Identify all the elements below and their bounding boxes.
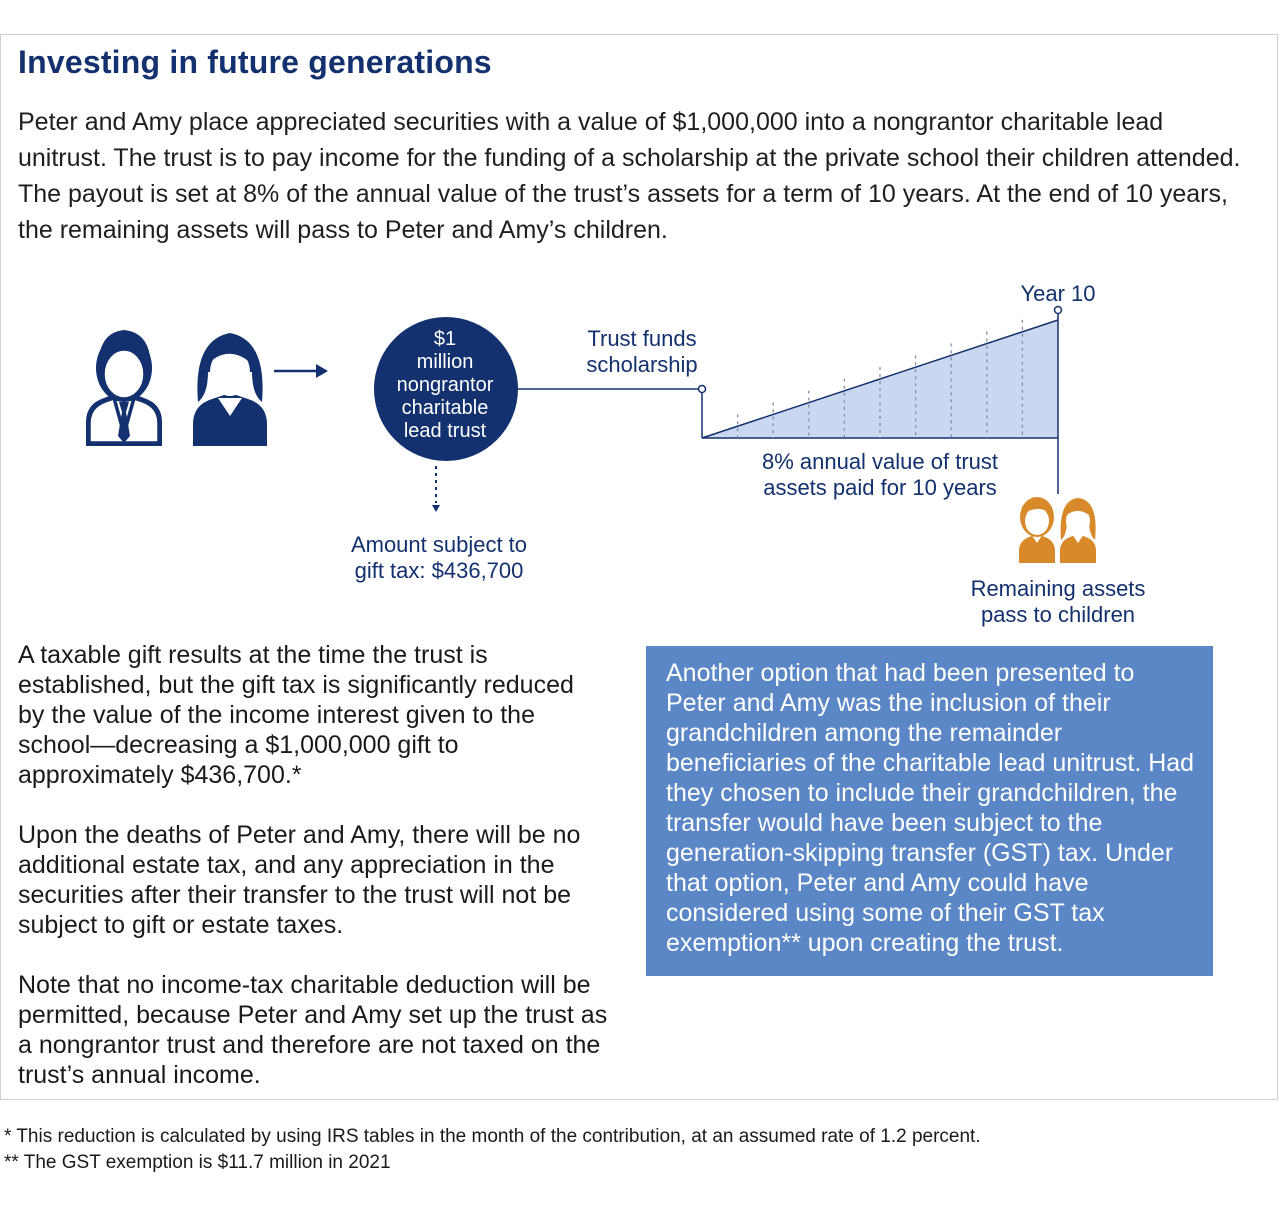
year-10-label: Year 10 [1020, 281, 1096, 306]
trust-circle-label: $1 million nongrantor charitable lead trust [396, 328, 494, 442]
intro-paragraph: Peter and Amy place appreciated securities with a value of $1,000,000 into a nongrantor charitable lead unitrust. The trust is to pay income for the funding of a scholarship at the private school their children attended. The payout is set at 8% of the annual value of the trust’s assets for a term of 10 years. At the end of 10 years, the remaining assets will pass to Peter and Amy’s children. [18, 108, 1241, 244]
footnote-reduction: * This reduction is calculated by using IRS tables in the month of the contribution, at an assumed rate of 1.2 percent. [4, 1126, 981, 1147]
remaining-assets-label: Remaining assets pass to children [970, 576, 1146, 627]
footnote-gst-exemption: ** The GST exemption is $11.7 million in 2021 [4, 1152, 391, 1173]
payout-label: 8% annual value of trust assets paid for 10 years [761, 449, 999, 500]
deduction-paragraph: Note that no income-tax charitable deduction will be permitted, because Peter and Amy set up the trust as a nongrantor trust and therefore are not taxed on the trust’s annual income. [18, 971, 608, 1089]
estate-tax-paragraph: Upon the deaths of Peter and Amy, there will be no additional estate tax, and any appreciation in the securities after their transfer to the trust will not be subject to gift or estate taxes. [18, 821, 581, 939]
page-title: Investing in future generations [18, 44, 492, 80]
trust-funds-label: Trust funds scholarship [586, 326, 698, 377]
woman-icon [193, 333, 267, 446]
children-icon [1019, 497, 1096, 563]
gift-tax-label: Amount subject to gift tax: $436,700 [350, 532, 528, 583]
man-icon [86, 330, 162, 446]
gst-callout-box: Another option that had been presented to Peter and Amy was the inclusion of their grandchildren among the remainder beneficiaries of the charitable lead unitrust. Had they chosen to include their grandchildren, the transfer would have been subject to the generation-skipping transfer (GST) tax. Under that option, Peter and Amy could have considered using some of their GST tax exemption** upon creating the trust. [646, 646, 1213, 976]
taxable-gift-paragraph: A taxable gift results at the time the trust is established, but the gift tax is significantly reduced by the value of the income interest given to the school—decreasing a $1,000,000 gift to approximately $436,700.* [18, 641, 574, 789]
